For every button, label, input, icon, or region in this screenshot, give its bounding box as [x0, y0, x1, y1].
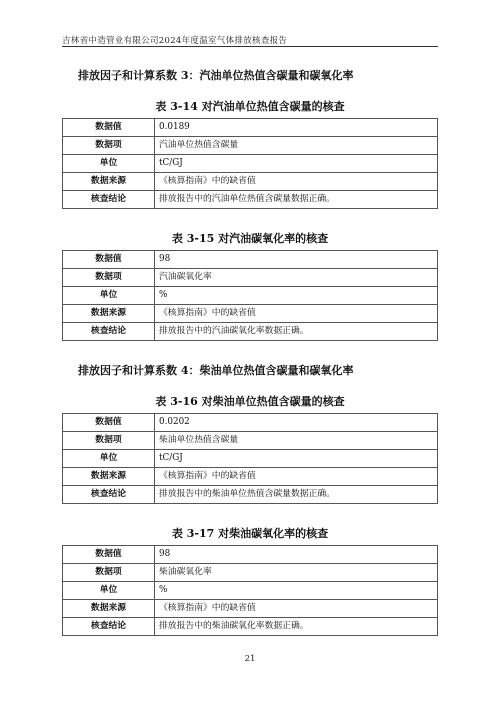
row-key: 数据值 — [63, 414, 155, 432]
row-value: tC/GJ — [155, 450, 438, 468]
page-header: 吉林省中造管业有限公司2024年度温室气体排放核查报告 — [62, 36, 288, 46]
section-heading-3: 排放因子和计算系数 3：汽油单位热值含碳量和碳氧化率 — [78, 69, 354, 82]
row-key: 数据来源 — [63, 305, 155, 323]
table-row — [63, 618, 438, 636]
table-row — [63, 450, 438, 468]
row-value: 排放报告中的柴油单位热值含碳量数据正确。 — [155, 486, 438, 504]
row-value: 98 — [155, 546, 438, 564]
row-key: 单位 — [63, 450, 155, 468]
row-value: 《核算指南》中的缺省值 — [155, 468, 438, 486]
row-key: 数据项 — [63, 564, 155, 582]
table-row — [63, 600, 438, 618]
table-row — [63, 582, 438, 600]
table-row — [63, 287, 438, 305]
row-value: 0.0189 — [155, 119, 438, 137]
row-value: 《核算指南》中的缺省值 — [155, 305, 438, 323]
row-value: 柴油碳氧化率 — [155, 564, 438, 582]
table-row — [63, 323, 438, 341]
row-key: 核查结论 — [63, 486, 155, 504]
row-value: % — [155, 582, 438, 600]
table-3-14 — [62, 118, 438, 209]
header-rule — [62, 46, 438, 47]
table-row — [63, 546, 438, 564]
row-value: 排放报告中的汽油碳氧化率数据正确。 — [155, 323, 438, 341]
row-value: 汽油单位热值含碳量 — [155, 137, 438, 155]
row-key: 数据项 — [63, 137, 155, 155]
row-value: 柴油单位热值含碳量 — [155, 432, 438, 450]
row-value: tC/GJ — [155, 155, 438, 173]
table-3-16 — [62, 413, 438, 504]
row-key: 数据值 — [63, 251, 155, 269]
table-row — [63, 305, 438, 323]
table-row — [63, 155, 438, 173]
row-key: 单位 — [63, 582, 155, 600]
table-title-3-14: 表 3-14 对汽油单位热值含碳量的核查 — [155, 100, 345, 113]
row-value: 《核算指南》中的缺省值 — [155, 173, 438, 191]
row-value: 0.0202 — [155, 414, 438, 432]
table-row — [63, 468, 438, 486]
table-row — [63, 173, 438, 191]
table-row — [63, 119, 438, 137]
row-value: 排放报告中的汽油单位热值含碳量数据正确。 — [155, 191, 438, 209]
row-value: 排放报告中的柴油碳氧化率数据正确。 — [155, 618, 438, 636]
page-number: 21 — [244, 654, 256, 664]
row-key: 核查结论 — [63, 323, 155, 341]
table-row — [63, 269, 438, 287]
row-key: 单位 — [63, 155, 155, 173]
row-key: 核查结论 — [63, 191, 155, 209]
table-row — [63, 414, 438, 432]
row-value: 《核算指南》中的缺省值 — [155, 600, 438, 618]
row-key: 数据值 — [63, 546, 155, 564]
table-3-17 — [62, 545, 438, 636]
table-title-3-16: 表 3-16 对柴油单位热值含碳量的核查 — [155, 395, 345, 408]
row-value: 98 — [155, 251, 438, 269]
table-row — [63, 564, 438, 582]
table-row — [63, 432, 438, 450]
row-key: 核查结论 — [63, 618, 155, 636]
row-key: 数据来源 — [63, 600, 155, 618]
row-key: 数据项 — [63, 269, 155, 287]
table-row — [63, 137, 438, 155]
table-3-15 — [62, 250, 438, 341]
row-value: 汽油碳氧化率 — [155, 269, 438, 287]
table-title-3-17: 表 3-17 对柴油碳氧化率的核查 — [171, 527, 329, 540]
row-value: % — [155, 287, 438, 305]
table-row — [63, 191, 438, 209]
row-key: 单位 — [63, 287, 155, 305]
table-title-3-15: 表 3-15 对汽油碳氧化率的核查 — [171, 232, 329, 245]
row-key: 数据值 — [63, 119, 155, 137]
table-row — [63, 486, 438, 504]
row-key: 数据项 — [63, 432, 155, 450]
section-heading-4: 排放因子和计算系数 4：柴油单位热值含碳量和碳氧化率 — [78, 364, 354, 377]
table-row — [63, 251, 438, 269]
row-key: 数据来源 — [63, 173, 155, 191]
row-key: 数据来源 — [63, 468, 155, 486]
